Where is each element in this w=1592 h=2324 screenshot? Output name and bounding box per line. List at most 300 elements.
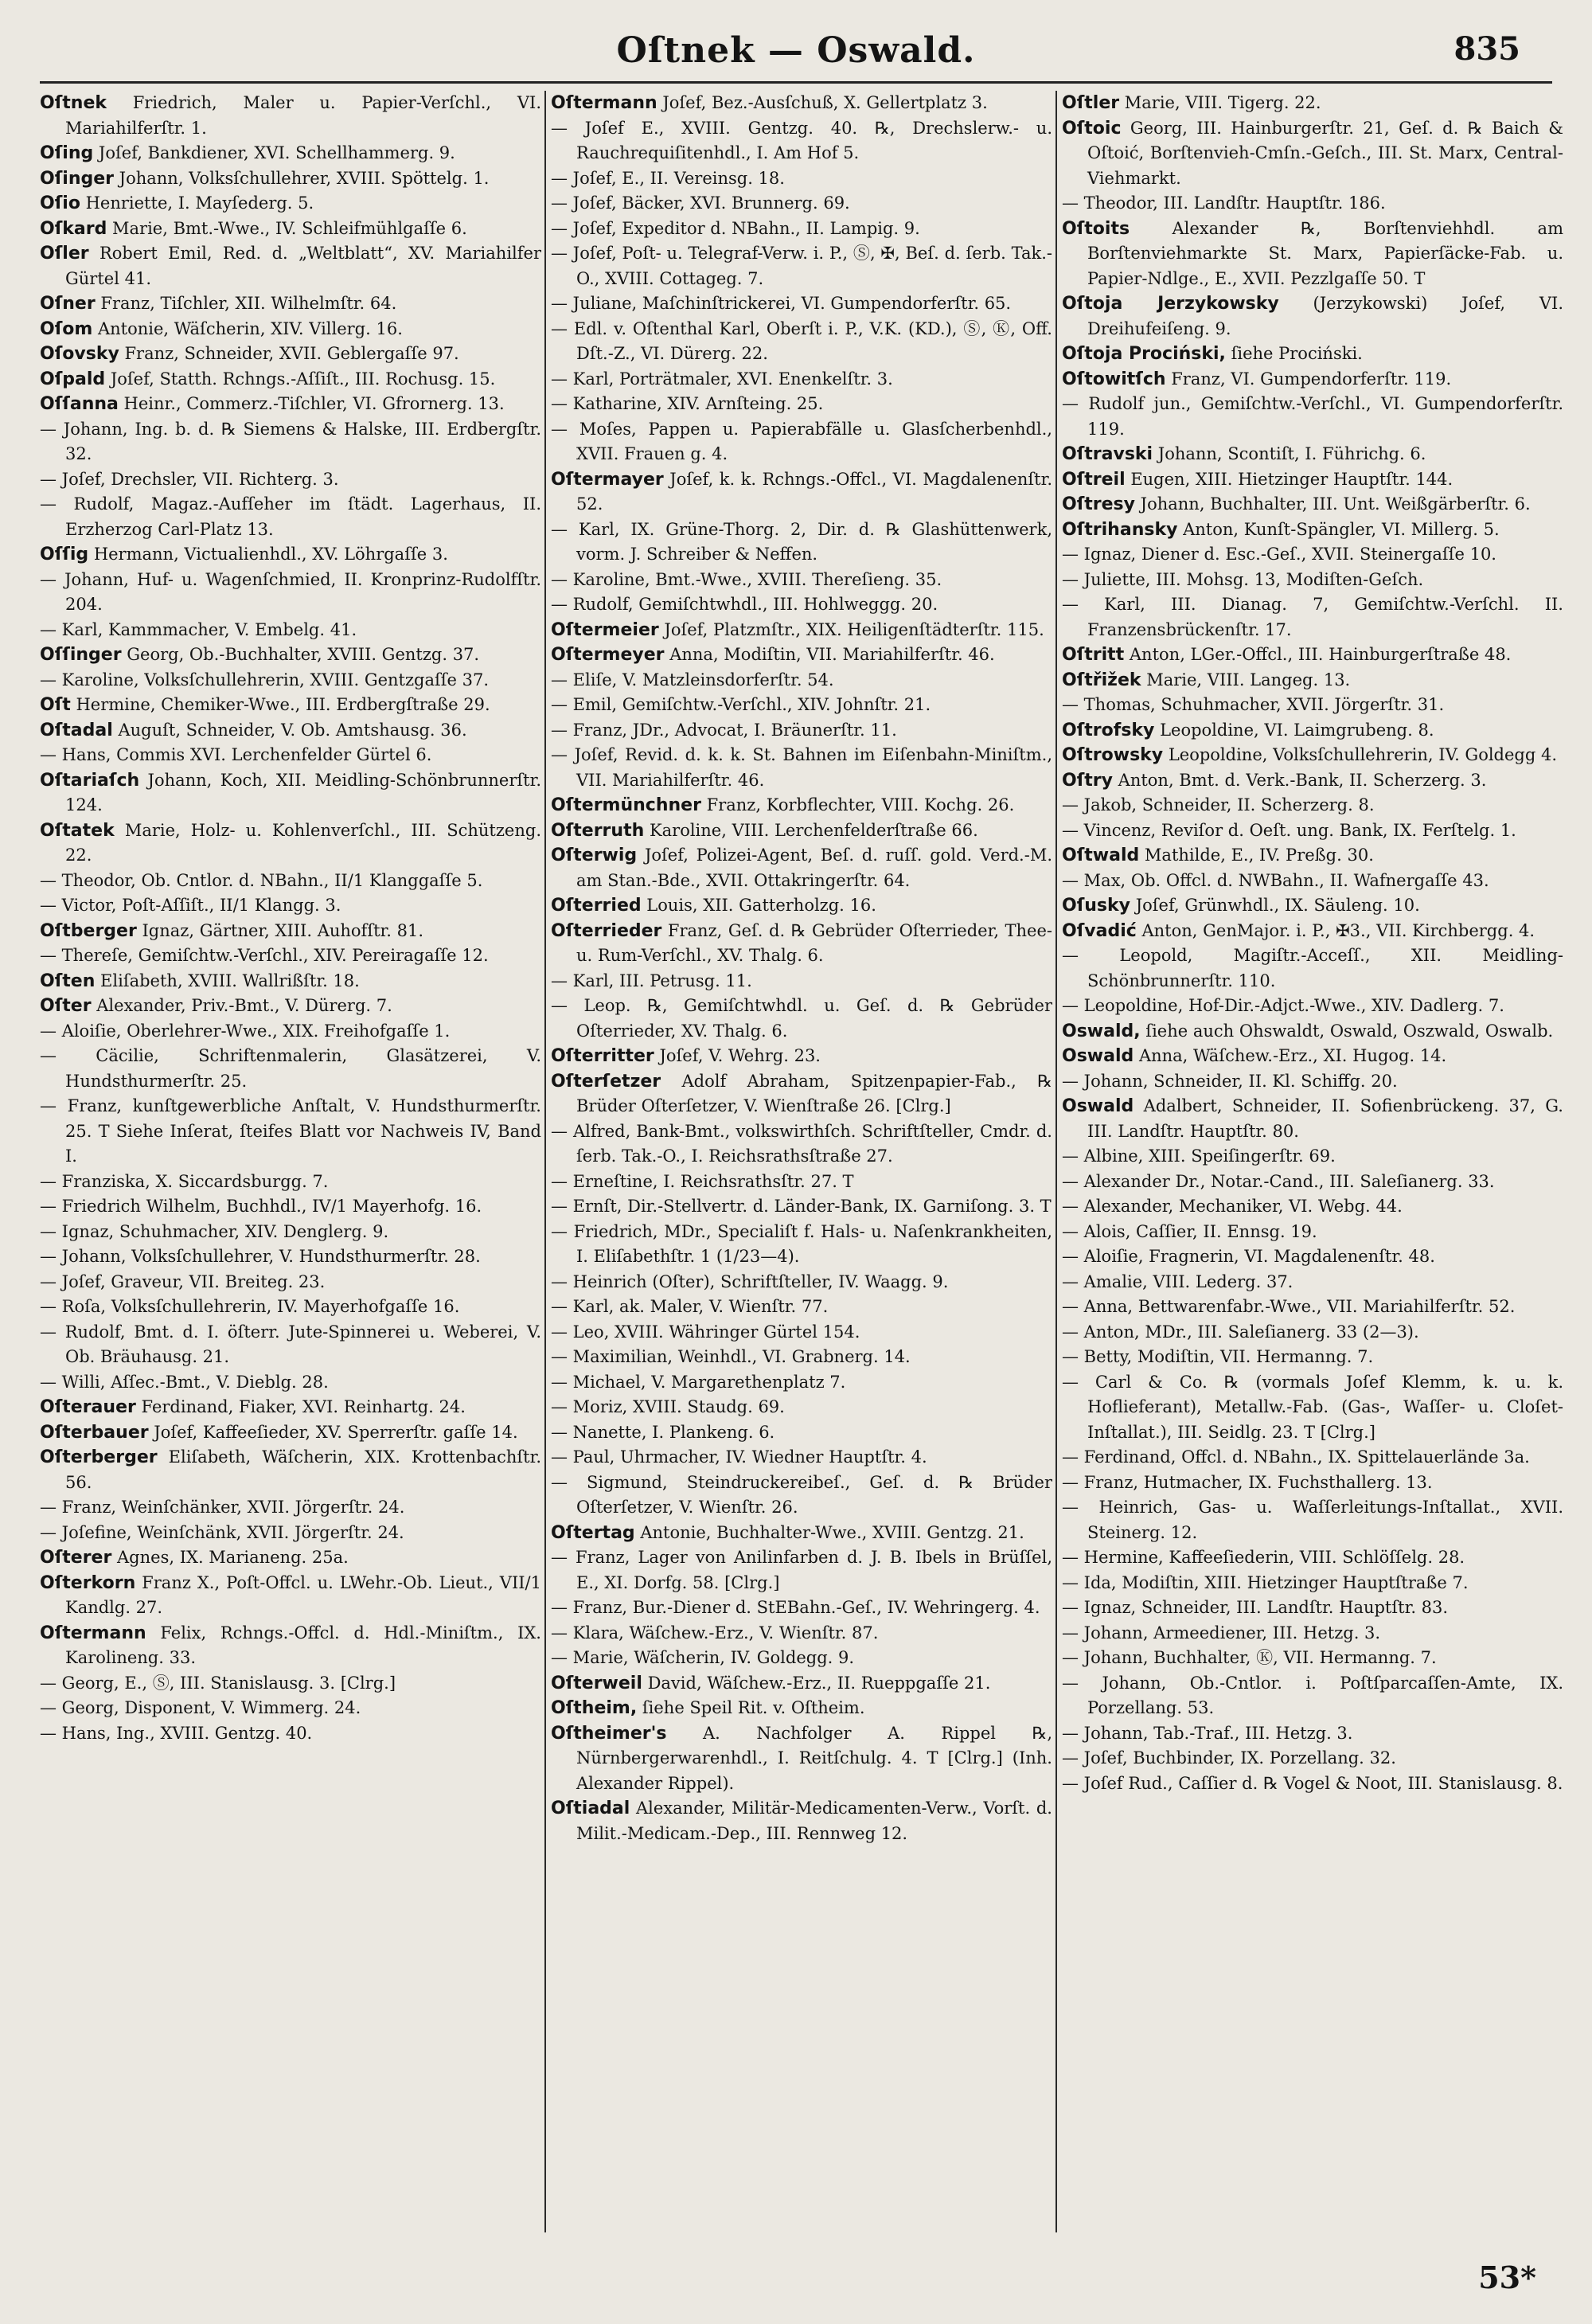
entry-details: — Johann, Huf- u. Wagenſchmied, II. Kronprinz-Rudolfſtr. 204.: [40, 569, 541, 614]
directory-entry: [551, 217, 1052, 242]
entry-surname: Oſtoja Prociński,: [1062, 344, 1226, 364]
directory-entry: [1062, 893, 1563, 919]
directory-entry: [1062, 1746, 1563, 1771]
entry-surname: Oſom: [40, 318, 93, 339]
directory-entry: [1062, 768, 1563, 794]
entry-details: — Anna, Bettwarenfabr.-Wwe., VII. Mariahilferſtr. 52.: [1062, 1297, 1516, 1316]
entry-details: Eliſabeth, Wäſcherin, XIX. Krottenbachſtr. 56.: [65, 1447, 541, 1492]
entry-details: — Theodor, III. Landſtr. Hauptſtr. 186.: [1062, 193, 1386, 213]
directory-entry: [551, 191, 1052, 217]
entry-surname: Oſner: [40, 294, 96, 314]
entry-details: — Leopoldine, Hof-Dir.-Adjct.-Wwe., XIV. Dadlerg. 7.: [1062, 996, 1504, 1015]
entry-details: — Johann, Buchhalter, Ⓚ, VII. Hermanng. 7.: [1062, 1648, 1437, 1667]
directory-entry: [1062, 1044, 1563, 1069]
entry-details: Joſef, Kaffeeſieder, XV. Sperrerſtr. gaſſe 14.: [148, 1422, 518, 1442]
entry-details: Johann, Scontiſt, I. Führichg. 6.: [1153, 444, 1426, 463]
directory-entry: [1062, 1545, 1563, 1571]
directory-entry: [40, 1019, 541, 1045]
entry-details: — Sigmund, Steindruckereibeſ., Geſ. d. ℞ Brüder Oſterſetzer, V. Wienſtr. 26.: [551, 1472, 1052, 1517]
directory-entry: [1062, 1094, 1563, 1144]
entry-details: Friedrich, Maler u. Papier-Verſchl., VI. Mariahilferſtr. 1.: [65, 93, 541, 138]
directory-entry: [1062, 1571, 1563, 1596]
entry-details: — Ida, Modiſtin, XIII. Hietzinger Hauptſtraße 7.: [1062, 1572, 1469, 1592]
entry-details: — Karl, III. Dianag. 7, Gemiſchtw.-Verſchl. II. Franzensbrückenſtr. 17.: [1062, 595, 1563, 639]
directory-entry: [1062, 1194, 1563, 1220]
entry-details: — Joſef E., XVIII. Gentzg. 40. ℞, Drechslerw.- u. Rauchrequiſitenhdl., I. Am Hof 5.: [551, 118, 1052, 162]
directory-entry: [551, 919, 1052, 969]
directory-entry: [40, 1445, 541, 1495]
directory-entry: [551, 843, 1052, 893]
directory-entry: [1062, 1320, 1563, 1346]
entry-surname: Oſtadal: [40, 720, 113, 740]
entry-surname: Oſtoic: [1062, 118, 1122, 139]
entry-details: Franz X., Poſt-Offcl. u. LWehr.-Ob. Lieut., VII/1 Kandlg. 27.: [65, 1572, 541, 1617]
directory-entry: [551, 793, 1052, 818]
directory-entry: [1062, 743, 1563, 768]
entry-details: Anna, Wäſchew.-Erz., XI. Hugog. 14.: [1134, 1046, 1447, 1065]
entry-surname: Oſkard: [40, 218, 107, 239]
entry-details: Franz, VI. Gumpendorferſtr. 119.: [1165, 369, 1452, 389]
directory-entry: [40, 166, 541, 192]
entry-surname: Oſpald: [40, 369, 106, 389]
entry-details: Franz, Korbflechter, VIII. Kochg. 26.: [700, 795, 1015, 814]
entry-details: — Klara, Wäſchew.-Erz., V. Wienſtr. 87.: [551, 1623, 879, 1642]
entry-details: Alexander, Priv.-Bmt., V. Dürerg. 7.: [91, 996, 392, 1015]
entry-details: — Joſef, Graveur, VII. Breiteg. 23.: [40, 1271, 326, 1291]
entry-details: — Leo, XVIII. Währinger Gürtel 154.: [551, 1322, 860, 1342]
directory-entry: [40, 1044, 541, 1094]
directory-entry: [1062, 1270, 1563, 1295]
directory-entry: [551, 1696, 1052, 1721]
directory-entry: [40, 317, 541, 342]
directory-entry: [551, 116, 1052, 166]
entry-details: — Leopold, Magiſtr.-Acceſſ., XII. Meidling-Schönbrunnerſtr. 110.: [1062, 946, 1563, 990]
entry-surname: Oſſanna: [40, 394, 119, 414]
directory-entry: [1062, 1671, 1563, 1721]
directory-entry: [1062, 919, 1563, 944]
entry-details: — Theodor, Ob. Cntlor. d. NBahn., II/1 Klanggaſſe 5.: [40, 870, 483, 890]
directory-entry: [1062, 442, 1563, 467]
entry-surname: Oſtatek: [40, 820, 115, 841]
entry-details: — Erneſtine, I. Reichsrathsſtr. 27. T: [551, 1171, 854, 1191]
entry-details: — Joſef, Drechsler, VII. Richterg. 3.: [40, 469, 339, 489]
directory-entry: [1062, 1144, 1563, 1170]
entry-details: Marie, Bmt.-Wwe., IV. Schleifmühlgaſſe 6.: [107, 218, 467, 238]
entry-details: Joſef, Grünwhdl., IX. Säuleng. 10.: [1130, 896, 1420, 915]
directory-entry: [40, 1721, 541, 1747]
entry-details: — Joſef, E., II. Vereinsg. 18.: [551, 168, 785, 188]
entry-details: Marie, VIII. Langeg. 13.: [1141, 670, 1351, 689]
directory-entry: [40, 818, 541, 869]
entry-details: — Heinrich (Oſter), Schriftſteller, IV. Waagg. 9.: [551, 1271, 949, 1291]
entry-details: Joſef, Bez.-Ausſchuß, X. Gellertplatz 3.: [657, 93, 988, 112]
directory-entry: [40, 668, 541, 693]
directory-entry: [40, 1170, 541, 1195]
entry-details: — Victor, Poſt-Aſſiſt., II/1 Klangg. 3.: [40, 896, 341, 915]
entry-details: — Franz, Lager von Anilinfarben d. J. B. Ibels in Brüſſel, E., XI. Dorfg. 58. [Clrg.]: [551, 1548, 1052, 1592]
entry-surname: Oſtwald: [1062, 846, 1140, 865]
entry-surname: Oſtermeier: [551, 619, 659, 640]
directory-entry: [551, 241, 1052, 291]
directory-entry: [551, 417, 1052, 467]
entry-details: Anna, Modiſtin, VII. Mariahilferſtr. 46.: [664, 645, 995, 664]
directory-entry: [1062, 1495, 1563, 1545]
directory-entry: [1062, 1069, 1563, 1095]
entry-surname: Oſtheimer's: [551, 1723, 667, 1744]
entry-details: A. Nachfolger A. Rippel ℞, Nürnbergerwarenhdl., I. Reitſchulg. 4. T [Clrg.] (Inh. Alexander Rippel).: [576, 1723, 1052, 1793]
entry-details: — Joſefine, Weinſchänk, XVII. Jörgerſtr. 24.: [40, 1522, 404, 1542]
entry-surname: Oſtrihansky: [1062, 519, 1178, 540]
entry-details: Karoline, VIII. Lerchenfelderſtraße 66.: [644, 820, 978, 840]
directory-entry: [40, 1545, 541, 1571]
entry-details: — Karl, ak. Maler, V. Wienſtr. 77.: [551, 1297, 829, 1316]
entry-surname: Oſten: [40, 971, 96, 991]
directory-entry: [1062, 994, 1563, 1019]
directory-entry: [1062, 793, 1563, 818]
directory-entry: [1062, 367, 1563, 393]
entry-details: ſiehe Prociński.: [1225, 344, 1363, 363]
entry-surname: Oſinger: [40, 168, 114, 189]
entry-details: Agnes, IX. Marianeng. 25a.: [111, 1548, 349, 1567]
directory-entry: [551, 1295, 1052, 1320]
entry-details: — Karl, Porträtmaler, XVI. Enenkelſtr. 3.: [551, 369, 893, 389]
entry-details: — Rudolf, Gemiſchtwhdl., III. Hohlweggg. 20.: [551, 595, 938, 614]
entry-details: — Karl, Kammmacher, V. Embelg. 41.: [40, 619, 357, 639]
entry-surname: Oſſig: [40, 545, 89, 564]
directory-entry: [551, 592, 1052, 618]
entry-details: — Joſef, Buchbinder, IX. Porzellang. 32.: [1062, 1748, 1396, 1767]
directory-entry: [40, 893, 541, 919]
directory-entry: [551, 166, 1052, 192]
entry-details: David, Wäſchew.-Erz., II. Rueppgaſſe 21.: [642, 1673, 991, 1693]
entry-details: — Karoline, Bmt.-Wwe., XVIII. Thereſieng. 35.: [551, 569, 942, 589]
entry-details: Ferdinand, Fiaker, XVI. Reinhartg. 24.: [135, 1397, 466, 1416]
entry-details: — Edl. v. Oſtenthal: [551, 318, 713, 338]
entry-surname: Oſtler: [1062, 93, 1120, 113]
directory-entry: [40, 542, 541, 568]
page-title: Oſtnek — Oswald.: [616, 30, 976, 71]
entry-surname: Oswald: [1062, 1096, 1134, 1116]
entry-details: — Johann, Armeediener, III. Hetzg. 3.: [1062, 1623, 1381, 1642]
entry-details: — Anton, MDr., III. Saleſianerg. 33 (2—3).: [1062, 1322, 1419, 1342]
entry-surname: Oſterer: [40, 1548, 112, 1568]
directory-entry: [551, 1170, 1052, 1195]
entry-details: — Joſef Rud., Caſſier d. ℞ Vogel & Noot, III. Stanislausg. 8.: [1062, 1773, 1563, 1793]
column-3: [1062, 91, 1563, 2240]
directory-entry: [40, 919, 541, 944]
entry-details: Joſef, k. k. Rchngs.-Offcl., VI. Magdalenenſtr. 52.: [576, 469, 1052, 514]
entry-details: Franz, Tiſchler, XII. Wilhelmſtr. 64.: [95, 294, 397, 313]
entry-details: Alexander, Militär-Medicamenten-Verw., Vorſt. d. Milit.-Medicam.-Dep., III. Rennweg 12.: [576, 1799, 1052, 1843]
directory-entry: [551, 818, 1052, 844]
entry-details: — Heinrich, Gas- u. Waſſerleitungs-Inſtallat., XVII. Steinerg. 12.: [1062, 1498, 1563, 1542]
entry-details: — Eliſe, V. Matzleinsdorferſtr. 54.: [551, 670, 834, 689]
entry-details: Georg, Ob.-Buchhalter, XVIII. Gentzg. 37.: [121, 645, 480, 664]
entry-details: Eugen, XIII. Hietzinger Hauptſtr. 144.: [1125, 469, 1453, 489]
entry-details: Auguſt, Schneider, V. Ob. Amtshausg. 36.: [112, 720, 467, 740]
directory-entry: [551, 568, 1052, 593]
entry-details: — Hans, Ing., XVIII. Gentzg. 40.: [40, 1723, 313, 1743]
entry-details: Anton, Kunſt-Spängler, VI. Millerg. 5.: [1177, 519, 1500, 539]
directory-entry: [551, 618, 1052, 643]
directory-entry: [40, 743, 541, 768]
directory-entry: [40, 718, 541, 744]
entry-details: (Jerzykowski) Joſef, VI. Dreihufeiſeng. 9.: [1087, 294, 1563, 338]
entry-details: — Katharine, XIV. Arnſteing. 25.: [551, 394, 824, 413]
directory-entry: [40, 191, 541, 217]
entry-details: Ignaz, Gärtner, XIII. Auhofſtr. 81.: [136, 920, 424, 940]
directory-entry: [551, 718, 1052, 744]
directory-entry: [1062, 342, 1563, 367]
entry-surname: Oſterſetzer: [551, 1071, 661, 1092]
entry-details: — Emil, Gemiſchtw.-Verſchl., XIV. Johnſtr. 21.: [551, 695, 931, 714]
entry-surname: Oſio: [40, 193, 80, 213]
directory-entry: [551, 1420, 1052, 1446]
directory-entry: [40, 1696, 541, 1721]
directory-entry: [40, 943, 541, 969]
entry-details: — Ignaz, Diener d. Esc.-Geſ., XVII. Steinergaſſe 10.: [1062, 545, 1496, 564]
entry-surname: Oſter: [40, 996, 92, 1016]
directory-entry: [40, 1395, 541, 1420]
directory-entry: [551, 1545, 1052, 1596]
entry-details: Joſef, Polizei-Agent, Beſ. d. ruſſ. gold. Verd.-M. am Stan.-Bde., XVII. Ottakringerſtr. 64.: [576, 846, 1052, 890]
entry-details-continued: Karl, Oberſt i. P., V.K. (KD.), Ⓢ, Ⓚ, Off. Dſt.-Z., VI. Dürerg. 22.: [576, 318, 1052, 363]
entry-surname: Oſterbauer: [40, 1422, 149, 1443]
entry-details: — Franziska, X. Siccardsburgg. 7.: [40, 1171, 329, 1191]
directory-entry: [1062, 1170, 1563, 1195]
entry-details: — Amalie, VIII. Lederg. 37.: [1062, 1271, 1294, 1291]
directory-entry: [551, 994, 1052, 1044]
directory-entry: [1062, 693, 1563, 718]
directory-entry: [551, 291, 1052, 317]
directory-entry: [40, 217, 541, 242]
entry-details: Marie, Holz- u. Kohlenverſchl., III. Schützeng. 22.: [65, 820, 541, 865]
entry-details: — Willi, Aſſec.-Bmt., V. Dieblg. 28.: [40, 1372, 329, 1392]
column-2: [551, 91, 1052, 2240]
entry-details: — Franz, Hutmacher, IX. Fuchsthallerg. 13.: [1062, 1472, 1433, 1492]
entry-surname: Oſtiadal: [551, 1799, 630, 1818]
directory-entry: [1062, 116, 1563, 192]
directory-entry: [1062, 592, 1563, 643]
entry-details: — Leop. ℞, Gemiſchtwhdl. u. Geſ. d. ℞ Gebrüder Oſterrieder, XV. Thalg. 6.: [551, 996, 1052, 1041]
directory-entry: [551, 1521, 1052, 1546]
entry-details: — Thereſe, Gemiſchtw.-Verſchl., XIV. Pereiragaſſe 12.: [40, 946, 489, 965]
entry-details: — Albine, XIII. Speiſingerſtr. 69.: [1062, 1146, 1336, 1166]
entry-surname: Oſtermeyer: [551, 645, 665, 665]
column-1: [40, 91, 541, 2240]
entry-details: Joſef, Bankdiener, XVI. Schellhammerg. 9.: [93, 143, 455, 162]
entry-surname: Oswald: [1062, 1046, 1134, 1066]
entry-surname: Oſſinger: [40, 645, 122, 665]
directory-entry: [1062, 291, 1563, 342]
entry-details: — Karl, IX. Grüne-Thorg. 2, Dir. d. ℞ Glashüttenwerk, vorm. J. Schreiber & Neffen.: [551, 519, 1052, 564]
entry-details: Anton, LGer.-Offcl., III. Hainburgerſtraße 48.: [1124, 645, 1512, 664]
entry-surname: Oſterried: [551, 896, 642, 916]
entry-surname: Oſtrofsky: [1062, 720, 1155, 740]
entry-details: — Alois, Caſſier, II. Ennsg. 19.: [1062, 1221, 1317, 1241]
directory-entry: [40, 1621, 541, 1671]
entry-surname: Oſtoits: [1062, 218, 1130, 239]
directory-entry: [1062, 191, 1563, 217]
directory-entry: [551, 467, 1052, 518]
entry-details: Louis, XII. Gatterholzg. 16.: [641, 896, 876, 915]
column-divider: [544, 91, 546, 2232]
entry-details: Antonie, Buchhalter-Wwe., XVIII. Gentzg. 21.: [634, 1522, 1024, 1542]
sheet-signature: 53*: [1478, 2260, 1536, 2295]
directory-entry: [551, 668, 1052, 693]
entry-details: ſiehe Speil Rit. v. Oſtheim.: [637, 1698, 865, 1717]
directory-entry: [40, 1370, 541, 1396]
directory-entry: [40, 693, 541, 718]
directory-entry: [551, 1395, 1052, 1420]
directory-entry: [1062, 1295, 1563, 1320]
entry-details: — Georg, E., Ⓢ, III. Stanislausg. 3. [Clrg.]: [40, 1673, 396, 1693]
entry-surname: Oſtertag: [551, 1522, 635, 1543]
entry-details: — Ignaz, Schuhmacher, XIV. Denglerg. 9.: [40, 1221, 389, 1241]
header-rule: [40, 81, 1552, 84]
directory-entry: [40, 969, 541, 994]
directory-entry: [40, 994, 541, 1019]
directory-entry: [40, 467, 541, 493]
directory-entry: [551, 1194, 1052, 1220]
entry-details: — Friedrich, MDr., Specialiſt f. Hals- u. Naſenkrankheiten, I. Eliſabethſtr. 1 (1/23—4).: [551, 1221, 1052, 1266]
entry-details: — Moſes, Pappen u. Papierabfälle u. Glasſcherbenhdl., XVII. Frauen g. 4.: [551, 419, 1052, 463]
entry-details: — Vincenz, Reviſor d. Oeſt. ung. Bank, IX. Ferſtelg. 1.: [1062, 820, 1516, 840]
directory-entry: [40, 1521, 541, 1546]
entry-details: Felix, Rchngs.-Offcl. d. Hdl.-Miniſtm., IX. Karolineng. 33.: [65, 1623, 541, 1667]
directory-entry: [40, 1094, 541, 1170]
entry-surname: Oſtreil: [1062, 469, 1126, 490]
directory-entry: [1062, 818, 1563, 844]
directory-entry: [40, 1194, 541, 1220]
entry-details: — Max, Ob. Offcl. d. NWBahn., II. Wafnergaſſe 43.: [1062, 870, 1489, 890]
entry-surname: Oſterauer: [40, 1397, 136, 1417]
directory-entry: [40, 1420, 541, 1446]
entry-details: Georg, III. Hainburgerſtr. 21, Geſ. d. ℞ Baich & Oſtoić, Borſtenvieh-Cmſn.-Geſch., III. St. Marx, Central-Viehmarkt.: [1087, 118, 1563, 188]
entry-details: — Marie, Wäſcherin, IV. Goldegg. 9.: [551, 1648, 855, 1667]
entry-details: Mathilde, E., IV. Preßg. 30.: [1139, 846, 1374, 865]
entry-details: — Nanette, I. Plankeng. 6.: [551, 1422, 775, 1442]
directory-entry: [1062, 467, 1563, 493]
entry-details: — Karoline, Volksſchullehrerin, XVIII. Gentzgaſſe 37.: [40, 670, 490, 689]
entry-details: Hermine, Chemiker-Wwe., III. Erdbergſtraße 29.: [70, 695, 490, 714]
directory-entry: [551, 1721, 1052, 1797]
entry-details: Johann, Buchhalter, III. Unt. Weißgärberſtr. 6.: [1135, 494, 1531, 514]
entry-surname: Oſtermayer: [551, 469, 664, 490]
entry-surname: Oſtermünchner: [551, 795, 701, 815]
entry-details: — Karl, III. Petrusg. 11.: [551, 971, 752, 990]
entry-details: — Johann, Tab.-Traf., III. Hetzg. 3.: [1062, 1723, 1353, 1743]
entry-details: — Ferdinand, Offcl. d. NBahn., IX. Spittelauerlände 3a.: [1062, 1447, 1530, 1467]
entry-surname: Oſtřižek: [1062, 670, 1141, 690]
entry-surname: Oſterweil: [551, 1673, 642, 1693]
entry-details: — Moriz, XVIII. Staudg. 69.: [551, 1397, 785, 1416]
directory-entry: [40, 1295, 541, 1320]
directory-entry: [1062, 568, 1563, 593]
directory-entry: [1062, 643, 1563, 668]
directory-entry: [551, 693, 1052, 718]
entry-details: — Rudolf, Bmt. d. I. öſterr. Jute-Spinnerei u. Weberei, V. Ob. Bräuhausg. 21.: [40, 1322, 541, 1366]
directory-entry: [551, 367, 1052, 393]
directory-entry: [1062, 518, 1563, 543]
entry-surname: Oſtresy: [1062, 494, 1135, 514]
directory-entry: [40, 768, 541, 818]
directory-entry: [551, 1621, 1052, 1646]
entry-details: Franz, Schneider, XVII. Geblergaſſe 97.: [119, 344, 459, 363]
entry-details: Antonie, Wäſcherin, XIV. Villerg. 16.: [92, 318, 403, 338]
directory-entry: [40, 1495, 541, 1521]
directory-entry: [551, 1370, 1052, 1396]
entry-details: — Cäcilie, Schriftenmalerin, Glasätzerei, V. Hundsthurmerſtr. 25.: [40, 1046, 541, 1091]
directory-entry: [551, 1445, 1052, 1471]
entry-details: Alexander ℞, Borſtenviehhdl. am Borſtenviehmarkte St. Marx, Papierſäcke-Fab. u. Papier-Ndlge., E., XVII. Pezzlgaſſe 50. T: [1087, 218, 1563, 288]
entry-surname: Oſterruth: [551, 820, 645, 841]
directory-entry: [551, 643, 1052, 668]
entry-details: — Juliane, Maſchinſtrickerei, VI. Gumpendorferſtr. 65.: [551, 294, 1012, 313]
entry-surname: Oſtritt: [1062, 645, 1125, 665]
entry-details: Hermann, Victualienhdl., XV. Löhrgaſſe 3.: [88, 545, 448, 564]
directory-entry: [1062, 91, 1563, 116]
entry-surname: Oſtermann: [40, 1623, 146, 1643]
directory-entry: [1062, 718, 1563, 744]
directory-entry: [40, 241, 541, 291]
entry-details: ſiehe auch Ohswaldt, Oswald, Oszwald, Oswalb.: [1140, 1021, 1554, 1041]
entry-details: Heinr., Commerz.-Tiſchler, VI. Gfrornerg. 13.: [118, 394, 505, 413]
directory-entry: [40, 869, 541, 894]
entry-details: Henriette, I. Mayſederg. 5.: [80, 193, 314, 213]
directory-entry: [551, 91, 1052, 116]
entry-surname: Oswald,: [1062, 1021, 1141, 1041]
entry-details: — Hermine, Kaffeeſiederin, VIII. Schlöſſelg. 28.: [1062, 1548, 1465, 1567]
directory-entry: [1062, 492, 1563, 518]
directory-entry: [1062, 1370, 1563, 1446]
entry-details: — Friedrich Wilhelm, Buchhdl., IV/1 Mayerhofg. 16.: [40, 1197, 482, 1216]
entry-details: — Jakob, Schneider, II. Scherzerg. 8.: [1062, 795, 1375, 814]
directory-entry: [1062, 1596, 1563, 1621]
entry-details: — Joſef, Expeditor d. NBahn., II. Lampig. 9.: [551, 218, 920, 238]
entry-details: — Alfred, Bank-Bmt., volkswirthſch. Schriftſteller, Cmdr. d. ſerb. Tak.-O., I. Reichsrathsſtraße 27.: [551, 1121, 1052, 1166]
directory-entry: [1062, 217, 1563, 292]
directory-entry: [551, 1119, 1052, 1170]
entry-surname: Oſing: [40, 143, 94, 163]
entry-details: — Johann, Schneider, II. Kl. Schiffg. 20.: [1062, 1071, 1398, 1091]
directory-entry: [40, 643, 541, 668]
entry-details: Marie, VIII. Tigerg. 22.: [1119, 93, 1321, 112]
directory-entry: [1062, 1445, 1563, 1471]
entry-details: — Georg, Disponent, V. Wimmerg. 24.: [40, 1698, 361, 1717]
entry-details: — Betty, Modiſtin, VII. Hermanng. 7.: [1062, 1347, 1374, 1366]
directory-entry: [551, 1320, 1052, 1346]
directory-entry: [551, 1270, 1052, 1295]
entry-surname: Oſler: [40, 244, 89, 264]
directory-entry: [551, 1671, 1052, 1697]
directory-entry: [40, 1671, 541, 1697]
entry-details: Anton, GenMajor. i. P., ✠3., VII. Kirchbergg. 4.: [1136, 920, 1535, 940]
directory-entry: [40, 568, 541, 618]
directory-entry: [1062, 843, 1563, 869]
entry-surname: Oſterritter: [551, 1046, 654, 1066]
entry-details: — Johann, Ing. b. d. ℞ Siemens & Halske, III. Erdbergſtr. 32.: [40, 419, 541, 463]
entry-details: — Juliette, III. Mohsg. 13, Modiſten-Geſch.: [1062, 569, 1424, 589]
directory-entry: [551, 1646, 1052, 1671]
entry-details: Adalbert, Schneider, II. Sofienbrückeng. 37, G. III. Landſtr. Hauptſtr. 80.: [1087, 1096, 1563, 1141]
entry-surname: Oſterwig: [551, 846, 638, 865]
directory-entry: [40, 367, 541, 393]
entry-details: — Joſef, Bäcker, XVI. Brunnerg. 69.: [551, 193, 850, 213]
directory-entry: [1062, 1220, 1563, 1245]
entry-surname: Oſtowitſch: [1062, 369, 1166, 389]
directory-entry: [40, 141, 541, 166]
